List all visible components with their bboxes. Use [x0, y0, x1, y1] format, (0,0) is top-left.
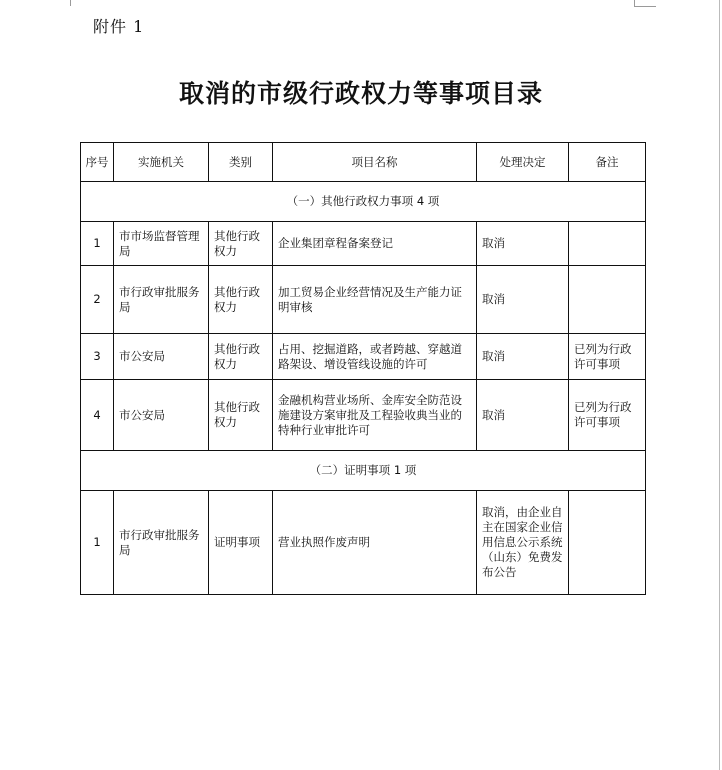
section-heading-row [81, 451, 646, 491]
cell-item-name: 金融机构营业场所、金库安全防范设施建设方案审批及工程验收典当业的特种行业审批许可 [273, 380, 477, 451]
cell-remark [569, 222, 646, 266]
document-title: 取消的市级行政权力等事项目录 [178, 79, 543, 108]
cell-decision: 取消 [477, 222, 569, 266]
cell-agency: 市行政审批服务局 [114, 266, 209, 334]
section-heading: （二）证明事项 1 项 [81, 451, 646, 491]
cell-category: 其他行政权力 [209, 222, 273, 266]
catalog-table [80, 142, 646, 595]
cell-seq: 1 [81, 222, 114, 266]
cell-agency: 市行政审批服务局 [114, 491, 209, 595]
page-edge [719, 0, 720, 770]
table-row [81, 222, 646, 266]
header-agency: 实施机关 [114, 143, 209, 182]
table-row [81, 334, 646, 380]
header-decision: 处理决定 [477, 143, 569, 182]
section-heading: （一）其他行政权力事项 4 项 [81, 182, 646, 222]
cell-item-name: 占用、挖掘道路，或者跨越、穿越道路架设、增设管线设施的许可 [273, 334, 477, 380]
cell-agency: 市市场监督管理局 [114, 222, 209, 266]
cell-decision: 取消，由企业自主在国家企业信用信息公示系统（山东）免费发布公告 [477, 491, 569, 595]
table-header-row [81, 143, 646, 182]
section-heading-row [81, 182, 646, 222]
cell-remark [569, 266, 646, 334]
crop-mark-right-horizontal [634, 6, 656, 7]
cell-seq: 2 [81, 266, 114, 334]
cell-decision: 取消 [477, 380, 569, 451]
cell-decision: 取消 [477, 334, 569, 380]
header-seq: 序号 [81, 143, 114, 182]
cell-category: 证明事项 [209, 491, 273, 595]
header-remark: 备注 [569, 143, 646, 182]
cell-seq: 1 [81, 491, 114, 595]
cell-decision: 取消 [477, 266, 569, 334]
cell-remark: 已列为行政许可事项 [569, 380, 646, 451]
cell-remark: 已列为行政许可事项 [569, 334, 646, 380]
table-row [81, 266, 646, 334]
cell-item-name: 加工贸易企业经营情况及生产能力证明审核 [273, 266, 477, 334]
cell-category: 其他行政权力 [209, 334, 273, 380]
attachment-label: 附件 1 [93, 17, 145, 36]
cell-agency: 市公安局 [114, 334, 209, 380]
cell-category: 其他行政权力 [209, 380, 273, 451]
table-row [81, 491, 646, 595]
table-row [81, 380, 646, 451]
header-item-name: 项目名称 [273, 143, 477, 182]
cell-category: 其他行政权力 [209, 266, 273, 334]
cell-seq: 4 [81, 380, 114, 451]
cell-item-name: 营业执照作废声明 [273, 491, 477, 595]
cell-seq: 3 [81, 334, 114, 380]
header-category: 类别 [209, 143, 273, 182]
cell-agency: 市公安局 [114, 380, 209, 451]
cell-remark [569, 491, 646, 595]
crop-mark-left [70, 0, 71, 6]
cell-item-name: 企业集团章程备案登记 [273, 222, 477, 266]
